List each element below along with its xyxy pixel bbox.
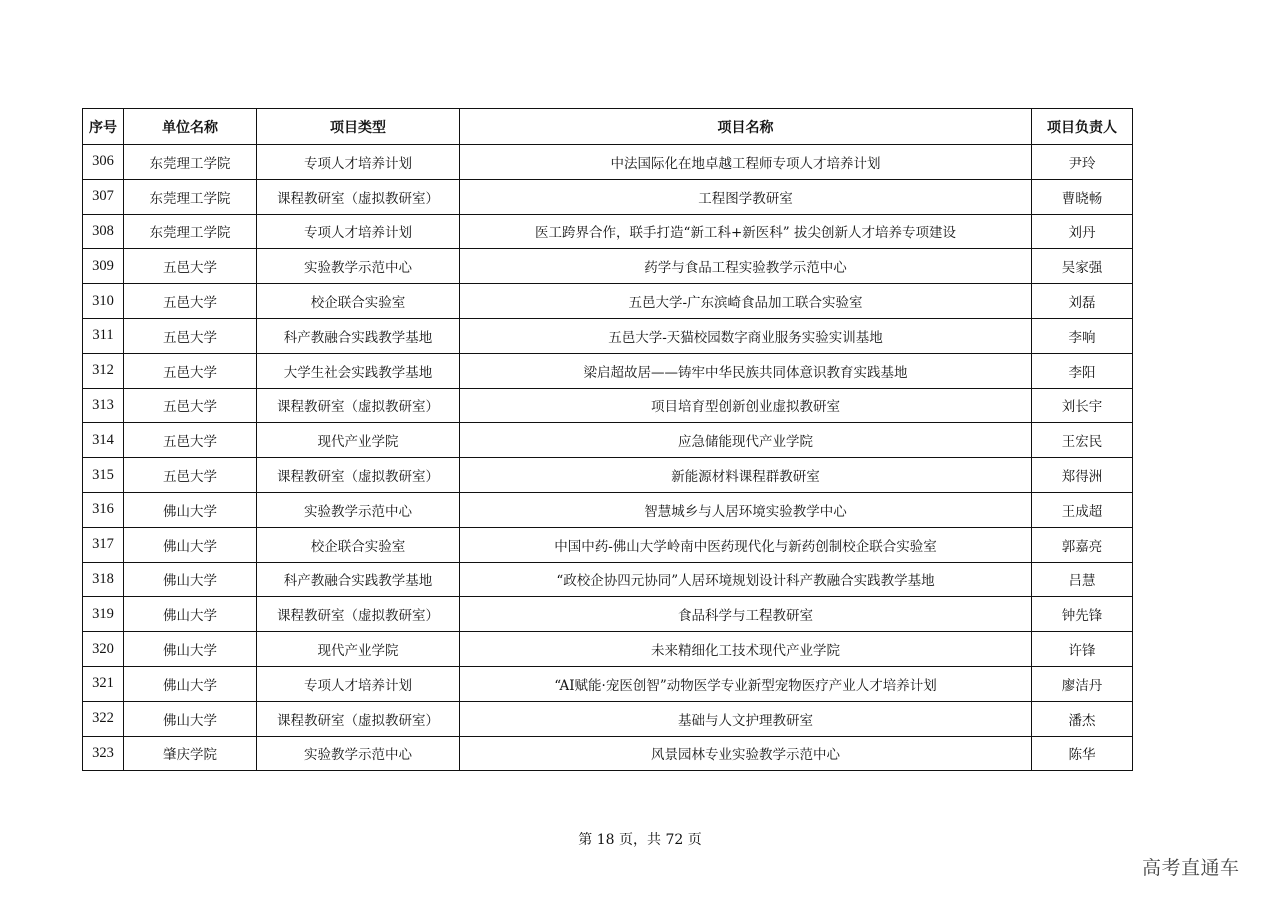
table-row bbox=[83, 527, 1133, 562]
table-row bbox=[83, 145, 1133, 180]
cell-seq: 311 bbox=[83, 318, 124, 353]
cell-type: 科产教融合实践教学基地 bbox=[257, 562, 460, 597]
cell-seq: 312 bbox=[83, 353, 124, 388]
table-row bbox=[83, 736, 1133, 771]
cell-project-name: 中国中药-佛山大学岭南中医药现代化与新药创制校企联合实验室 bbox=[460, 527, 1032, 562]
cell-unit: 五邑大学 bbox=[124, 423, 257, 458]
cell-type: 专项人才培养计划 bbox=[257, 214, 460, 249]
cell-project-name: 食品科学与工程教研室 bbox=[460, 597, 1032, 632]
cell-unit: 佛山大学 bbox=[124, 492, 257, 527]
table-row bbox=[83, 423, 1133, 458]
cell-unit: 五邑大学 bbox=[124, 318, 257, 353]
table-row bbox=[83, 632, 1133, 667]
header-project-name: 项目名称 bbox=[460, 109, 1032, 145]
cell-seq: 306 bbox=[83, 145, 124, 180]
cell-type: 专项人才培养计划 bbox=[257, 145, 460, 180]
cell-seq: 310 bbox=[83, 284, 124, 319]
cell-seq: 315 bbox=[83, 458, 124, 493]
page-number: 第 18 页，共 72 页 bbox=[578, 832, 702, 848]
cell-type: 实验教学示范中心 bbox=[257, 736, 460, 771]
table-row bbox=[83, 388, 1133, 423]
cell-type: 专项人才培养计划 bbox=[257, 666, 460, 701]
cell-lead: 王宏民 bbox=[1032, 423, 1133, 458]
project-table bbox=[82, 108, 1133, 771]
cell-project-name: 项目培育型创新创业虚拟教研室 bbox=[460, 388, 1032, 423]
table-body bbox=[83, 145, 1133, 771]
cell-project-name: 中法国际化在地卓越工程师专项人才培养计划 bbox=[460, 145, 1032, 180]
cell-seq: 322 bbox=[83, 701, 124, 736]
cell-seq: 307 bbox=[83, 179, 124, 214]
table-row bbox=[83, 249, 1133, 284]
cell-project-name: “AI赋能·宠医创智”动物医学专业新型宠物医疗产业人才培养计划 bbox=[460, 666, 1032, 701]
cell-seq: 318 bbox=[83, 562, 124, 597]
cell-lead: 尹玲 bbox=[1032, 145, 1133, 180]
cell-lead: 王成超 bbox=[1032, 492, 1133, 527]
cell-unit: 佛山大学 bbox=[124, 666, 257, 701]
cell-unit: 五邑大学 bbox=[124, 284, 257, 319]
cell-lead: 吕慧 bbox=[1032, 562, 1133, 597]
cell-unit: 肇庆学院 bbox=[124, 736, 257, 771]
cell-seq: 316 bbox=[83, 492, 124, 527]
table-row bbox=[83, 353, 1133, 388]
cell-type: 大学生社会实践教学基地 bbox=[257, 353, 460, 388]
cell-type: 实验教学示范中心 bbox=[257, 492, 460, 527]
table-row bbox=[83, 179, 1133, 214]
cell-project-name: 应急储能现代产业学院 bbox=[460, 423, 1032, 458]
watermark-logo-text: 高考直通车 bbox=[1142, 857, 1240, 879]
table-row bbox=[83, 284, 1133, 319]
cell-project-name: 未来精细化工技术现代产业学院 bbox=[460, 632, 1032, 667]
cell-unit: 五邑大学 bbox=[124, 458, 257, 493]
cell-unit: 五邑大学 bbox=[124, 353, 257, 388]
cell-type: 校企联合实验室 bbox=[257, 284, 460, 319]
cell-seq: 321 bbox=[83, 666, 124, 701]
cell-seq: 309 bbox=[83, 249, 124, 284]
header-seq: 序号 bbox=[83, 109, 124, 145]
cell-unit: 东莞理工学院 bbox=[124, 145, 257, 180]
cell-type: 课程教研室（虚拟教研室） bbox=[257, 179, 460, 214]
table-row bbox=[83, 492, 1133, 527]
cell-lead: 吴家强 bbox=[1032, 249, 1133, 284]
cell-lead: 刘长宇 bbox=[1032, 388, 1133, 423]
cell-type: 校企联合实验室 bbox=[257, 527, 460, 562]
table-header bbox=[83, 109, 1133, 145]
cell-type: 实验教学示范中心 bbox=[257, 249, 460, 284]
cell-lead: 钟先锋 bbox=[1032, 597, 1133, 632]
cell-type: 课程教研室（虚拟教研室） bbox=[257, 597, 460, 632]
cell-lead: 李阳 bbox=[1032, 353, 1133, 388]
cell-project-name: 风景园林专业实验教学示范中心 bbox=[460, 736, 1032, 771]
cell-lead: 陈华 bbox=[1032, 736, 1133, 771]
cell-seq: 314 bbox=[83, 423, 124, 458]
cell-unit: 佛山大学 bbox=[124, 632, 257, 667]
cell-lead: 刘磊 bbox=[1032, 284, 1133, 319]
cell-type: 科产教融合实践教学基地 bbox=[257, 318, 460, 353]
table-row bbox=[83, 666, 1133, 701]
cell-unit: 佛山大学 bbox=[124, 562, 257, 597]
cell-unit: 东莞理工学院 bbox=[124, 179, 257, 214]
cell-lead: 廖洁丹 bbox=[1032, 666, 1133, 701]
cell-type: 现代产业学院 bbox=[257, 423, 460, 458]
header-unit: 单位名称 bbox=[124, 109, 257, 145]
cell-seq: 308 bbox=[83, 214, 124, 249]
cell-lead: 曹晓畅 bbox=[1032, 179, 1133, 214]
cell-project-name: 五邑大学-广东滨崎食品加工联合实验室 bbox=[460, 284, 1032, 319]
cell-project-name: 工程图学教研室 bbox=[460, 179, 1032, 214]
cell-seq: 323 bbox=[83, 736, 124, 771]
cell-seq: 320 bbox=[83, 632, 124, 667]
cell-project-name: 医工跨界合作，联手打造“新工科+新医科” 拔尖创新人才培养专项建设 bbox=[460, 214, 1032, 249]
table-row bbox=[83, 458, 1133, 493]
header-lead: 项目负责人 bbox=[1032, 109, 1133, 145]
header-row bbox=[83, 109, 1133, 145]
cell-type: 课程教研室（虚拟教研室） bbox=[257, 701, 460, 736]
table-row bbox=[83, 701, 1133, 736]
cell-lead: 郑得洲 bbox=[1032, 458, 1133, 493]
cell-unit: 五邑大学 bbox=[124, 249, 257, 284]
cell-seq: 319 bbox=[83, 597, 124, 632]
cell-seq: 317 bbox=[83, 527, 124, 562]
cell-project-name: 梁启超故居——铸牢中华民族共同体意识教育实践基地 bbox=[460, 353, 1032, 388]
cell-unit: 佛山大学 bbox=[124, 701, 257, 736]
cell-project-name: 药学与食品工程实验教学示范中心 bbox=[460, 249, 1032, 284]
cell-unit: 五邑大学 bbox=[124, 388, 257, 423]
cell-project-name: 智慧城乡与人居环境实验教学中心 bbox=[460, 492, 1032, 527]
cell-project-name: 新能源材料课程群教研室 bbox=[460, 458, 1032, 493]
cell-project-name: 五邑大学-天猫校园数字商业服务实验实训基地 bbox=[460, 318, 1032, 353]
header-type: 项目类型 bbox=[257, 109, 460, 145]
cell-lead: 刘丹 bbox=[1032, 214, 1133, 249]
cell-type: 现代产业学院 bbox=[257, 632, 460, 667]
cell-lead: 许锋 bbox=[1032, 632, 1133, 667]
cell-lead: 郭嘉亮 bbox=[1032, 527, 1133, 562]
table-row bbox=[83, 214, 1133, 249]
table-row bbox=[83, 597, 1133, 632]
cell-project-name: “政校企协四元协同”人居环境规划设计科产教融合实践教学基地 bbox=[460, 562, 1032, 597]
cell-type: 课程教研室（虚拟教研室） bbox=[257, 388, 460, 423]
cell-unit: 佛山大学 bbox=[124, 527, 257, 562]
table-row bbox=[83, 318, 1133, 353]
cell-type: 课程教研室（虚拟教研室） bbox=[257, 458, 460, 493]
cell-unit: 东莞理工学院 bbox=[124, 214, 257, 249]
cell-unit: 佛山大学 bbox=[124, 597, 257, 632]
cell-lead: 李响 bbox=[1032, 318, 1133, 353]
table-row bbox=[83, 562, 1133, 597]
cell-seq: 313 bbox=[83, 388, 124, 423]
cell-project-name: 基础与人文护理教研室 bbox=[460, 701, 1032, 736]
cell-lead: 潘杰 bbox=[1032, 701, 1133, 736]
